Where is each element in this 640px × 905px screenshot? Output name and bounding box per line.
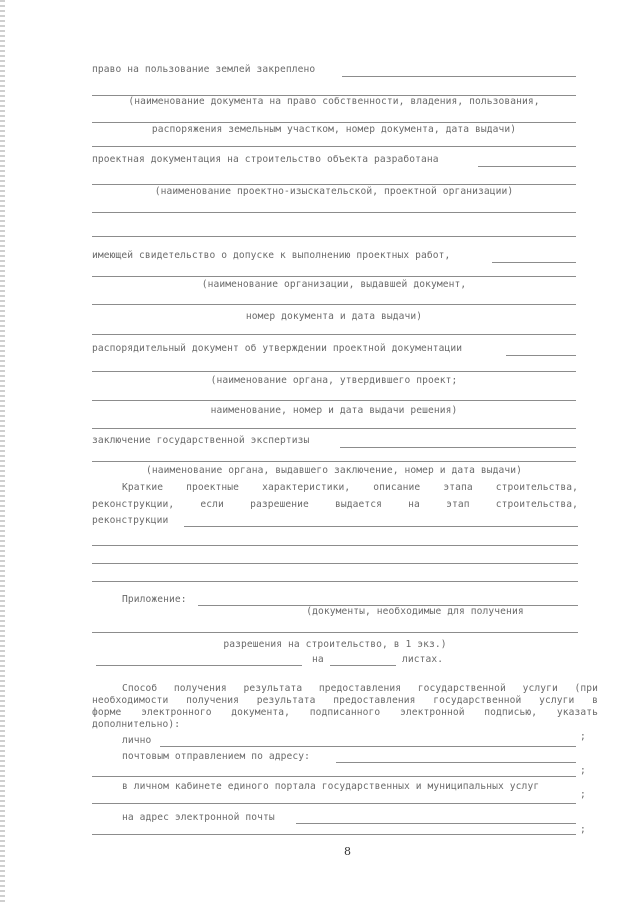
decision-note: наименование, номер и дата выдачи решения): [210, 405, 458, 416]
method-line-3: форме электронного документа, подписанного электронной подписью, указать: [92, 707, 598, 718]
attachment-label: Приложение:: [122, 594, 187, 605]
issuer-note: (наименование организации, выдавшей документ,: [201, 279, 467, 290]
page-number: 8: [344, 845, 352, 858]
approval-doc-field[interactable]: [506, 355, 576, 356]
option-post[interactable]: почтовым отправлением по адресу:: [122, 751, 311, 762]
project-doc-label: проектная документация на строительство объекта разработана: [92, 154, 439, 165]
attachment-note-2: разрешения на строительство, в 1 экз.): [223, 639, 447, 650]
issuer-doc-note: номер документа и дата выдачи): [245, 311, 423, 322]
approval-doc-field-2[interactable]: [92, 371, 576, 372]
approval-org-note: (наименование органа, утвердившего проект;: [210, 375, 458, 386]
design-org-field[interactable]: [92, 212, 576, 213]
method-line-2: необходимости получения результата предоставления государственной услуги в: [92, 695, 598, 706]
approval-doc-label: распорядительный документ об утверждении проектной документации: [92, 343, 463, 354]
option-personal-field[interactable]: [160, 746, 576, 747]
brief-line-2: реконструкции, если разрешение выдается на этап строительства,: [92, 499, 578, 510]
attachment-note-1: (документы, необходимые для получения: [306, 606, 524, 617]
expertise-label: заключение государственной экспертизы: [92, 435, 310, 446]
certificate-field-2[interactable]: [92, 276, 576, 277]
land-doc-note-1: (наименование документа на право собственности, владения, пользования,: [128, 96, 540, 107]
option-email-field-2[interactable]: [92, 834, 576, 835]
land-right-field-3[interactable]: [92, 122, 576, 123]
expertise-field-2[interactable]: [92, 461, 576, 462]
method-line-4: дополнительно):: [92, 719, 181, 730]
semicolon-4: ;: [580, 824, 586, 835]
land-right-field-4[interactable]: [92, 146, 576, 147]
attachment-count-field[interactable]: [96, 665, 302, 666]
semicolon-3: ;: [580, 789, 586, 800]
issuer-field-2[interactable]: [92, 334, 576, 335]
expertise-field[interactable]: [340, 447, 576, 448]
project-doc-field-2[interactable]: [92, 184, 576, 185]
option-portal[interactable]: в личном кабинете единого портала государственных и муниципальных услуг: [122, 781, 540, 792]
brief-line-1: Краткие проектные характеристики, описание этапа строительства,: [122, 482, 578, 493]
option-post-field-2[interactable]: [92, 776, 576, 777]
land-right-field[interactable]: [342, 76, 576, 77]
brief-field-2[interactable]: [92, 545, 578, 546]
expertise-note: (наименование органа, выдавшего заключение, номер и дата выдачи): [145, 465, 523, 476]
semicolon-2: ;: [580, 765, 586, 776]
issuer-field[interactable]: [92, 304, 576, 305]
semicolon-1: ;: [580, 731, 586, 742]
on-word: на: [312, 654, 324, 665]
design-org-field-2[interactable]: [92, 236, 576, 237]
sheets-count-field[interactable]: [330, 665, 396, 666]
option-email-field[interactable]: [296, 823, 576, 824]
option-portal-field[interactable]: [92, 803, 576, 804]
design-org-note: (наименование проектно-изыскательской, проектной организации): [154, 186, 514, 197]
project-doc-field[interactable]: [478, 166, 576, 167]
certificate-field[interactable]: [492, 262, 576, 263]
brief-field-4[interactable]: [92, 581, 578, 582]
brief-field[interactable]: [184, 526, 578, 527]
land-right-label: право на пользование землей закреплено: [92, 64, 316, 75]
sheets-word: листах.: [402, 654, 444, 665]
attachment-field-2[interactable]: [92, 632, 578, 633]
method-line-1: Способ получения результата предоставления государственной услуги (при: [122, 683, 598, 694]
option-post-field[interactable]: [336, 762, 576, 763]
option-personal[interactable]: лично: [122, 735, 152, 746]
approval-org-field[interactable]: [92, 400, 576, 401]
land-doc-note-2: распоряжения земельным участком, номер документа, дата выдачи): [151, 124, 517, 135]
decision-field[interactable]: [92, 428, 576, 429]
brief-line-3: реконструкции: [92, 515, 169, 526]
certificate-label: имеющей свидетельство о допуске к выполнению проектных работ,: [92, 250, 451, 261]
option-email[interactable]: на адрес электронной почты: [122, 812, 275, 823]
brief-field-3[interactable]: [92, 563, 578, 564]
